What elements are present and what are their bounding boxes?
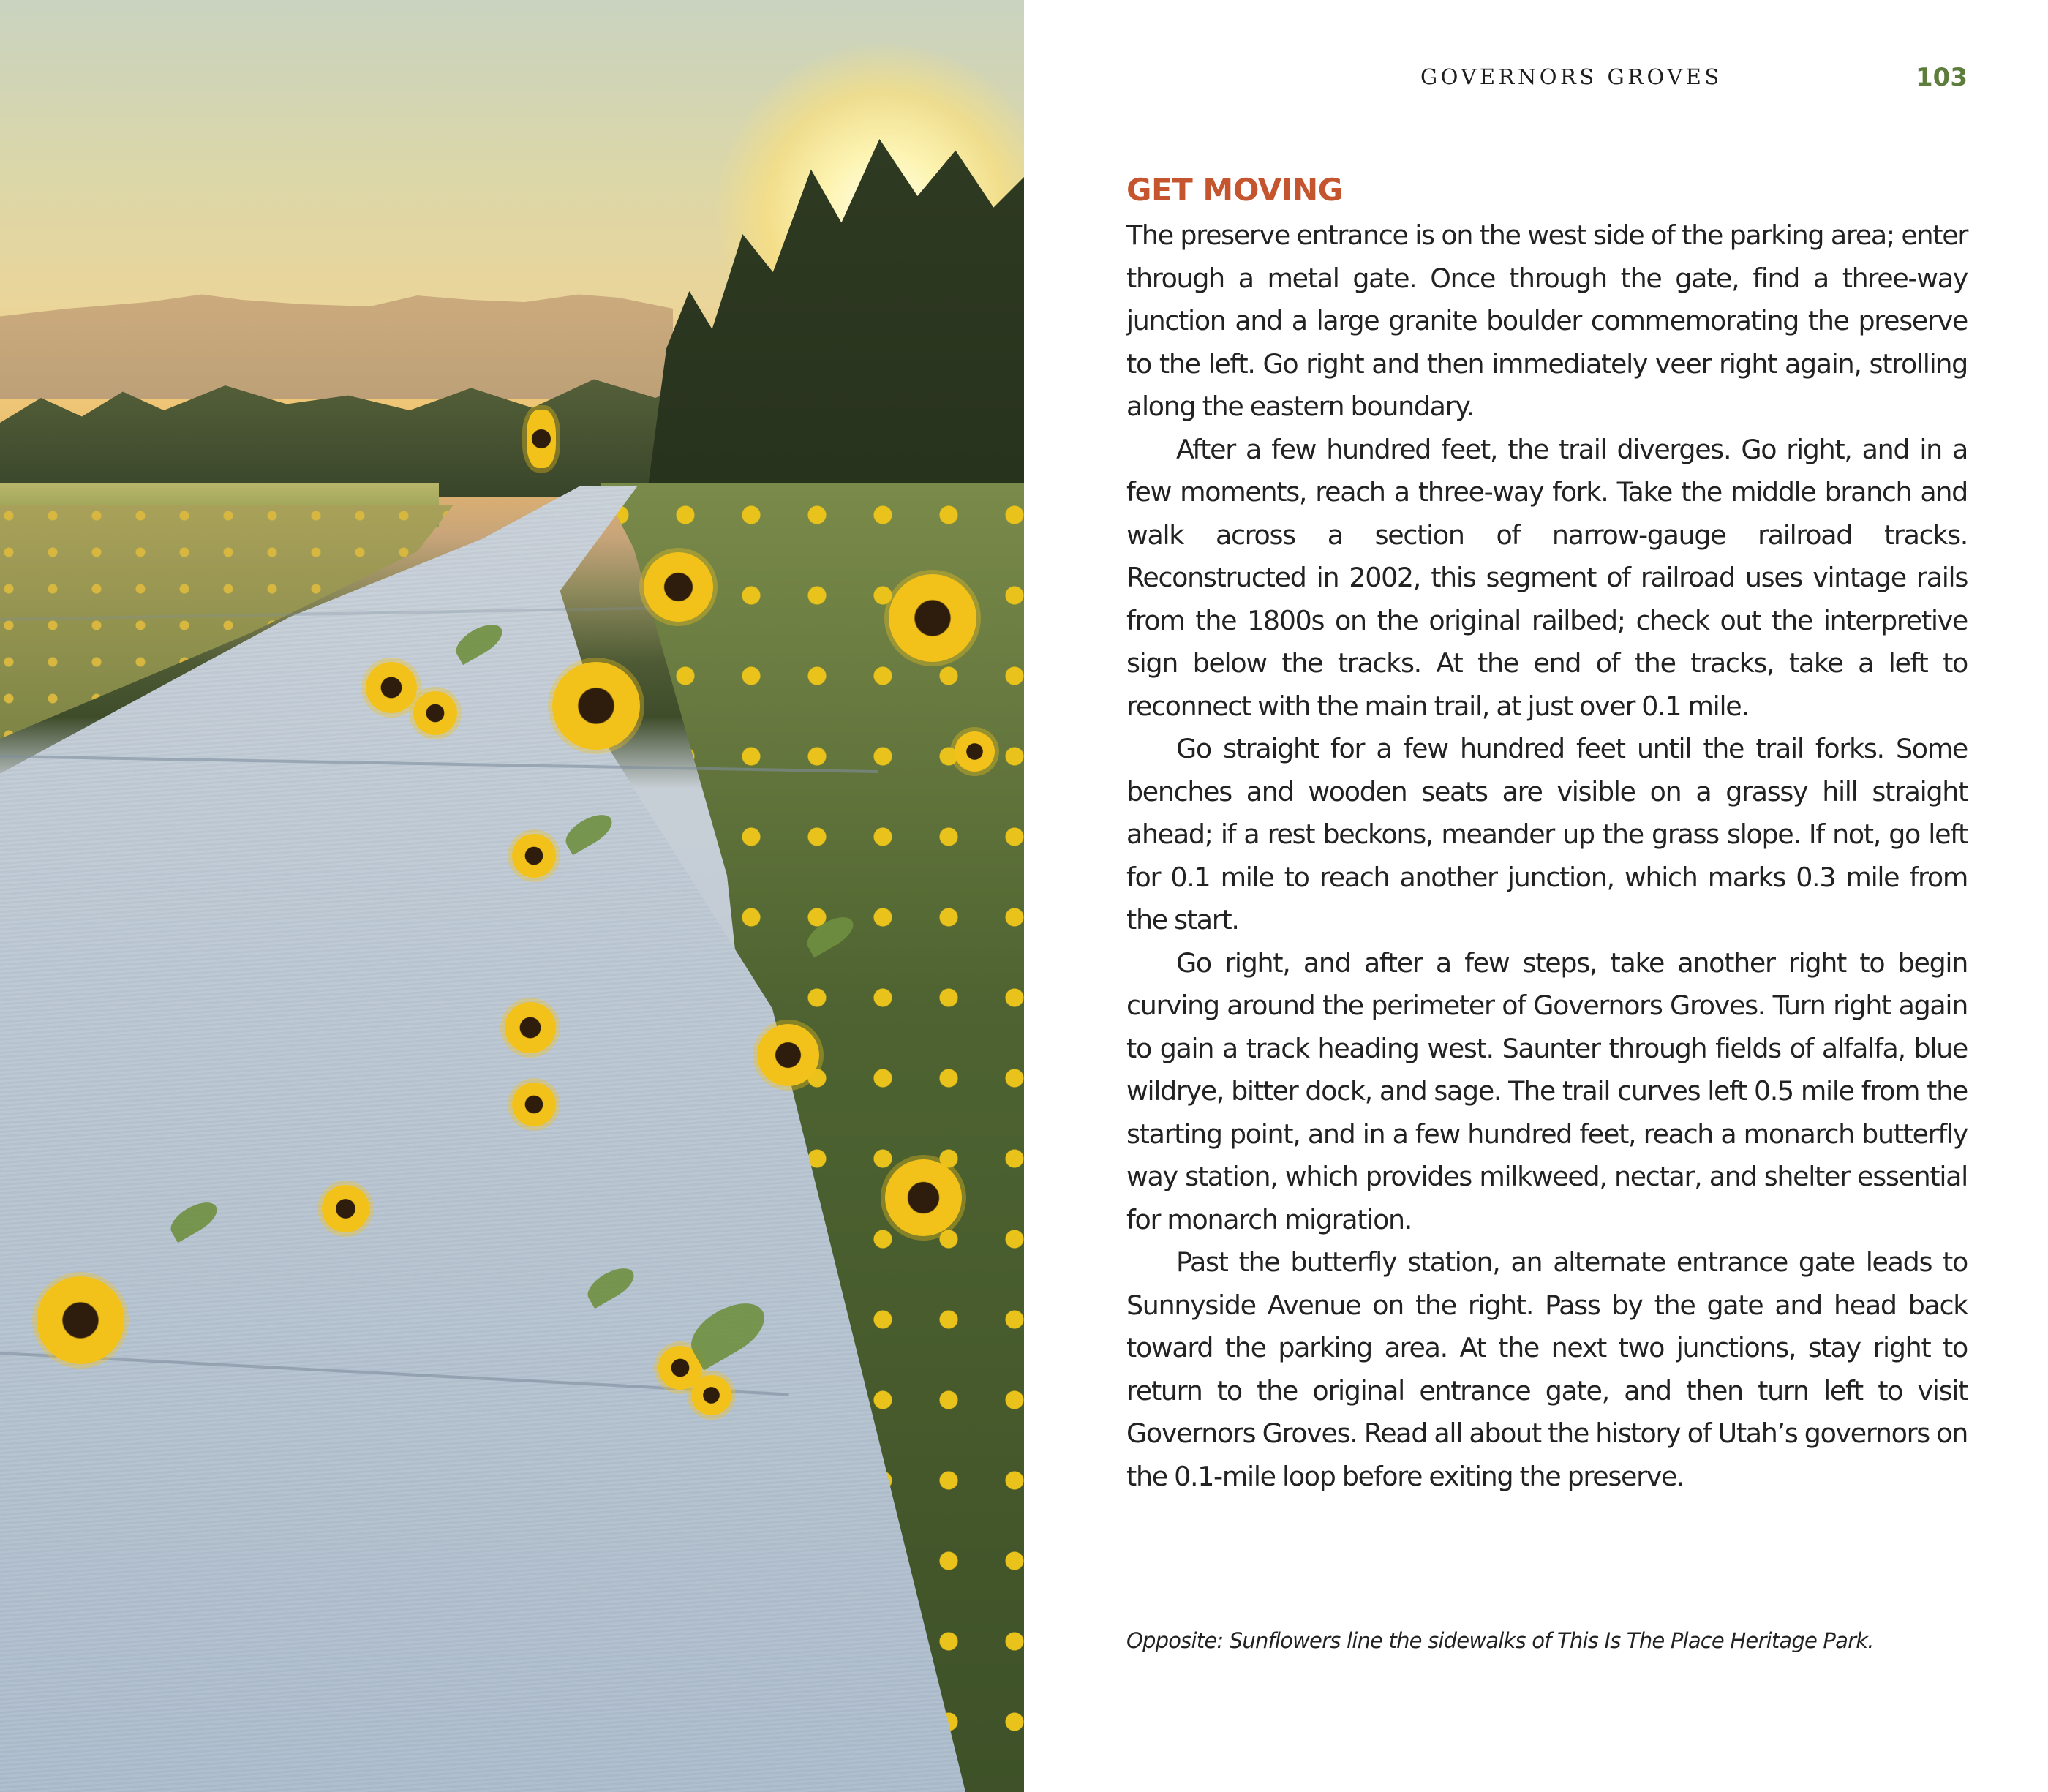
sunflower [512, 834, 556, 878]
sunflower [889, 574, 976, 662]
paragraph: Go right, and after a few steps, take another right to begin curving around the perimeter of Governors Groves. Turn right again to gain a track heading west. Saunter through fields of alfalfa, blue wildrye, bitter dock, and sage. The trail curves left 0.5 mile from the starting point, and in a few hundred feet, reach a monarch butterfly way station, which provides milkweed, nectar, and shelter essential for monarch migration. [1126, 946, 1968, 1235]
sunflower [366, 662, 417, 713]
paragraph: After a few hundred feet, the trail diverges. Go right, and in a few moments, reach a three-way fork. Take the middle branch and walk across a section of narrow-gauge railroad tracks. Reconstructed in 2002, this segment of railroad uses vintage rails from the 1800s on the original railbed; check out the interpretive sign below the tracks. At the end of the tracks, take a left to reconnect with the main trail, at just over 0.1 mile. [1126, 433, 1968, 722]
paragraph: Past the butterfly station, an alternate entrance gate leads to Sunnyside Avenue on the right. Pass by the gate and head back toward the parking area. At the next two junctions, stay right to return to the original entrance gate, and then turn left to visit Governors Groves. Read all about the history of Utah’s governors on the 0.1-mile loop before exiting the preserve. [1126, 1246, 1968, 1492]
mountain-range [0, 289, 673, 399]
sunflower [644, 552, 713, 622]
sunflower [527, 410, 556, 468]
sunflower [955, 731, 995, 772]
sunflower [413, 691, 457, 735]
sunflower [322, 1185, 369, 1232]
page-header [1126, 64, 1968, 94]
sunflower [37, 1276, 124, 1364]
sunflower [505, 1002, 556, 1053]
sunflower [512, 1083, 556, 1126]
sunflower [757, 1024, 819, 1086]
photo-caption: Opposite: Sunflowers line the sidewalks of This Is The Place Heritage Park. [1126, 1628, 1874, 1653]
sunflower [885, 1159, 962, 1236]
page-number: 103 [1916, 63, 1968, 92]
body-text [1126, 170, 1968, 1498]
sunflower [552, 662, 640, 750]
paragraph: The preserve entrance is on the west side of the parking area; enter through a metal gate. Once through the gate, find a three-way junction and a large granite boulder commemorating the preserve to the left. Go right and then immediately veer right again, strolling along the eastern boundary. [1126, 219, 1968, 422]
section-heading: GET MOVING [1126, 172, 1343, 208]
sunflower [691, 1375, 731, 1415]
running-head: GOVERNORS GROVES [1420, 64, 1723, 89]
paragraph: Go straight for a few hundred feet until the trail forks. Some benches and wooden seats are visible on a grassy hill straight ahead; if a rest beckons, meander up the grass slope. If not, go left for 0.1 mile to reach another junction, which marks 0.3 mile from the start. [1126, 733, 1968, 935]
